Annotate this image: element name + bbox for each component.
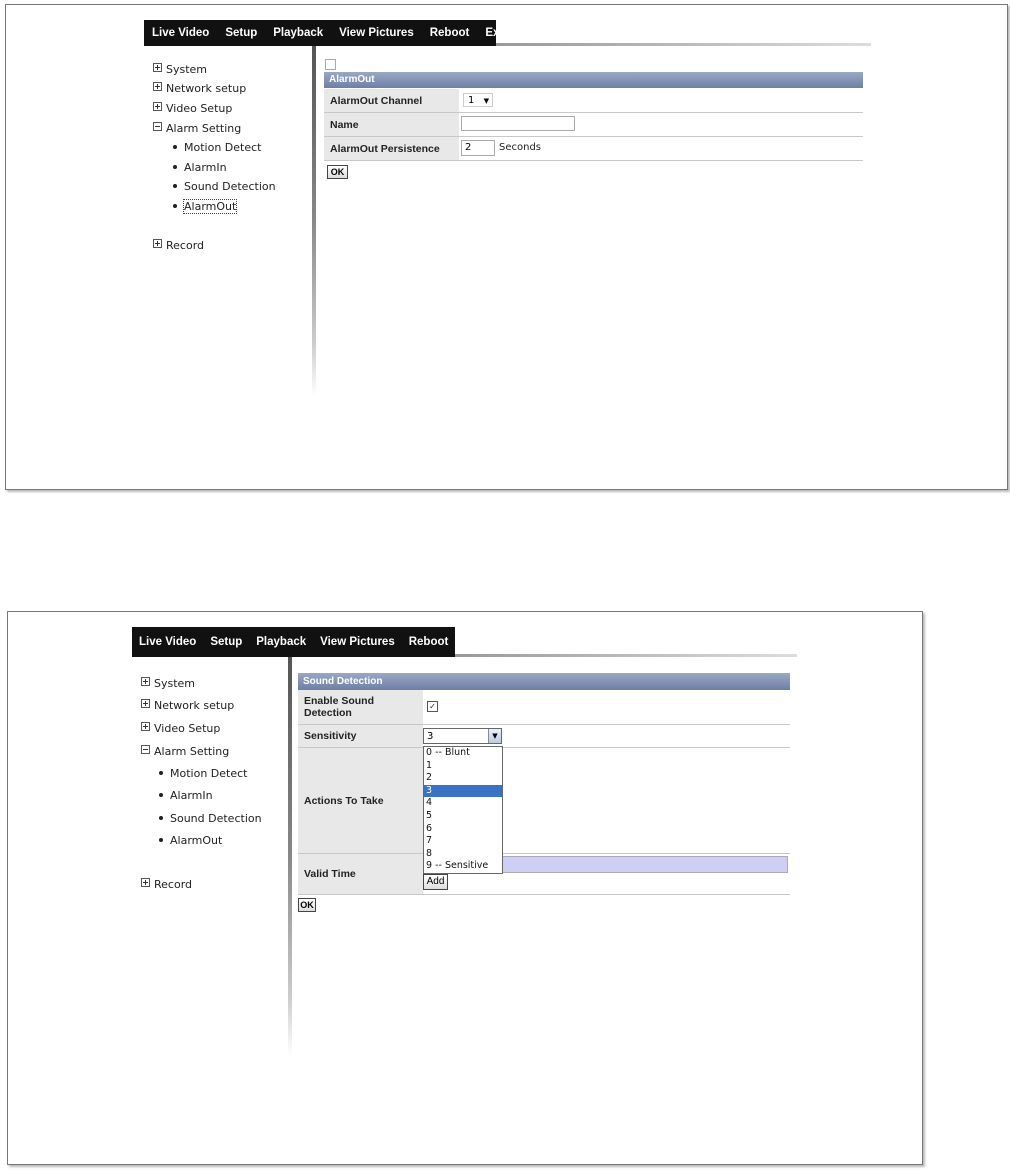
screenshot-sound-detection <box>7 611 923 1165</box>
section-header: AlarmOut <box>324 72 863 88</box>
channel-select[interactable] <box>463 93 493 107</box>
sensitivity-dropdown-list <box>423 746 503 874</box>
add-button[interactable]: Add <box>423 874 448 890</box>
channel-select-value: 1 <box>468 95 475 106</box>
sensitivity-option[interactable]: 8 <box>426 847 433 859</box>
tab-exit[interactable]: Exit <box>462 636 484 648</box>
sidebar-label: Record <box>166 239 205 252</box>
bullet-icon <box>159 771 163 775</box>
tab-live-video[interactable]: Live Video <box>139 636 197 648</box>
value-cell <box>459 137 863 160</box>
bullet-icon <box>173 145 177 149</box>
row-name <box>324 113 863 137</box>
tab-live-video[interactable]: Live Video <box>152 27 210 39</box>
sidebar-label: Motion Detect <box>170 767 248 780</box>
value-cell <box>459 113 863 136</box>
sensitivity-option[interactable]: 2 <box>426 772 433 784</box>
value-cell <box>423 725 790 747</box>
expand-icon <box>141 722 150 731</box>
bullet-icon <box>159 793 163 797</box>
sidebar-label: Network setup <box>154 699 235 712</box>
vertical-divider <box>288 657 292 1057</box>
chevron-down-icon: ▼ <box>483 97 489 105</box>
sensitivity-option[interactable]: 4 <box>426 797 433 809</box>
row-alarmout-channel <box>324 89 863 113</box>
sensitivity-select[interactable] <box>423 728 502 744</box>
sidebar-label: Network setup <box>166 82 247 95</box>
collapse-icon <box>153 122 162 131</box>
ok-button[interactable]: OK <box>298 898 316 912</box>
expand-icon <box>153 102 162 111</box>
label-enable-sound <box>298 690 423 724</box>
sensitivity-option[interactable]: 9 -- Sensitive <box>426 860 489 872</box>
sidebar-item-network[interactable] <box>141 699 234 712</box>
persistence-unit: Seconds <box>499 142 542 153</box>
expand-icon <box>141 677 150 686</box>
sensitivity-option[interactable]: 7 <box>426 835 433 847</box>
sidebar-item-record[interactable] <box>141 878 192 891</box>
sidebar-item-motion-detect[interactable] <box>173 141 261 154</box>
small-box-icon <box>325 59 336 70</box>
label-valid-time: Valid Time <box>298 854 423 894</box>
sidebar-item-alarmin[interactable] <box>173 161 227 174</box>
sidebar-item-alarmout[interactable] <box>173 200 236 213</box>
sidebar-label: System <box>166 63 208 76</box>
sensitivity-option[interactable]: 6 <box>426 822 433 834</box>
sidebar-label: AlarmIn <box>170 789 213 802</box>
chevron-down-icon: ▼ <box>488 729 501 743</box>
label-sensitivity: Sensitivity <box>298 725 423 747</box>
sidebar-item-record[interactable] <box>153 239 204 252</box>
sidebar-label: AlarmIn <box>184 161 227 174</box>
value-cell <box>459 89 863 112</box>
sidebar-item-network[interactable] <box>153 82 246 95</box>
tab-playback[interactable]: Playback <box>256 636 307 648</box>
ok-button[interactable]: OK <box>327 165 348 179</box>
sidebar-label: AlarmOut <box>184 200 237 213</box>
sidebar-label: Alarm Setting <box>154 745 230 758</box>
screenshot-alarmout <box>5 4 1008 490</box>
sidebar-item-sound-detection[interactable] <box>173 180 276 193</box>
sidebar-label: Sound Detection <box>170 812 262 825</box>
sidebar-label: Motion Detect <box>184 141 262 154</box>
nav-underline <box>455 654 797 657</box>
sidebar-label: Record <box>154 878 193 891</box>
sidebar-item-motion-detect[interactable] <box>159 767 247 780</box>
bullet-icon <box>173 184 177 188</box>
sidebar-label: Alarm Setting <box>166 122 242 135</box>
label-actions: Actions To Take <box>298 748 423 853</box>
tab-reboot[interactable]: Reboot <box>408 636 449 648</box>
bullet-icon <box>173 165 177 169</box>
tab-setup[interactable]: Setup <box>225 27 258 39</box>
top-nav <box>132 627 484 657</box>
expand-icon <box>153 63 162 72</box>
persistence-input[interactable]: 2 <box>461 140 495 156</box>
row-actions <box>298 748 790 854</box>
tab-setup[interactable]: Setup <box>210 636 243 648</box>
sensitivity-option-selected[interactable]: 3 <box>424 785 502 798</box>
label-alarmout-channel: AlarmOut Channel <box>324 89 459 112</box>
expand-icon <box>141 699 150 708</box>
sidebar-label: Video Setup <box>166 102 233 115</box>
bullet-icon <box>159 816 163 820</box>
sidebar-label: Video Setup <box>154 722 221 735</box>
nav-underline <box>496 43 871 46</box>
sidebar-item-system[interactable] <box>141 677 195 690</box>
expand-icon <box>153 82 162 91</box>
sensitivity-select-value: 3 <box>427 731 434 742</box>
row-valid-time <box>298 854 790 895</box>
expand-icon <box>141 878 150 887</box>
sensitivity-option[interactable]: 5 <box>426 809 433 821</box>
sidebar-item-alarm[interactable] <box>141 745 229 758</box>
sidebar-item-video[interactable] <box>153 102 232 115</box>
sidebar-label: System <box>154 677 196 690</box>
bullet-icon <box>173 204 177 208</box>
tab-view-pictures[interactable]: View Pictures <box>339 27 414 39</box>
enable-sound-checkbox[interactable]: ✓ <box>427 701 438 712</box>
sidebar-item-alarm[interactable] <box>153 122 241 135</box>
top-nav <box>144 20 507 46</box>
expand-icon <box>153 239 162 248</box>
section-header: Sound Detection <box>298 673 790 690</box>
label-name: Name <box>324 113 459 136</box>
collapse-icon <box>141 745 150 754</box>
row-enable-sound <box>298 690 790 725</box>
label-line: Detection <box>304 707 352 719</box>
name-input[interactable] <box>461 116 575 131</box>
sidebar-item-sound-detection[interactable] <box>159 812 262 825</box>
tab-reboot[interactable]: Reboot <box>429 27 470 39</box>
sidebar-label: Sound Detection <box>184 180 276 193</box>
sidebar-item-alarmout[interactable] <box>159 834 222 847</box>
label-line: Enable Sound <box>304 695 375 707</box>
value-cell <box>423 690 790 724</box>
bullet-icon <box>159 838 163 842</box>
sidebar-item-alarmin[interactable] <box>159 789 213 802</box>
sidebar-label: AlarmOut <box>170 834 223 847</box>
vertical-divider <box>312 46 316 396</box>
tab-view-pictures[interactable]: View Pictures <box>320 636 395 648</box>
sidebar-item-video[interactable] <box>141 722 220 735</box>
row-sensitivity <box>298 725 790 748</box>
sensitivity-option[interactable]: 0 -- Blunt <box>426 747 470 758</box>
row-persistence <box>324 137 863 161</box>
tab-exit[interactable]: Exit <box>485 27 507 39</box>
label-persistence: AlarmOut Persistence <box>324 137 459 160</box>
sensitivity-option[interactable]: 1 <box>426 759 433 771</box>
sidebar-item-system[interactable] <box>153 63 207 76</box>
tab-playback[interactable]: Playback <box>273 27 324 39</box>
